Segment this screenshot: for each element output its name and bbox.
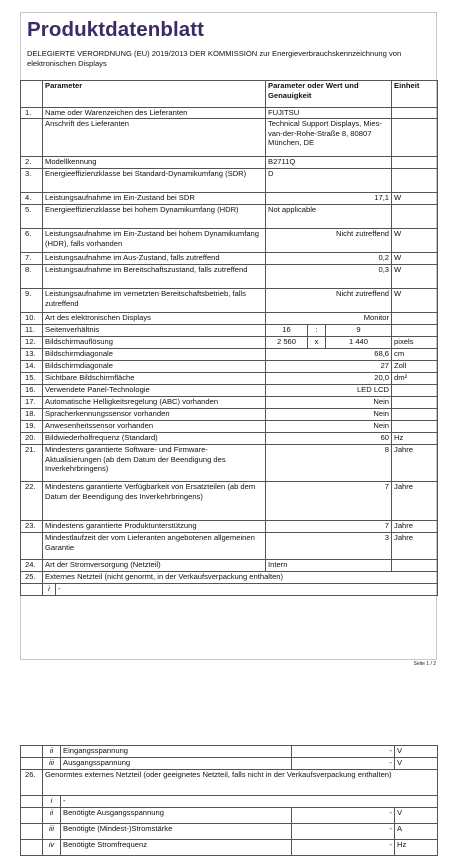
table-row: 3. Energieeffizienzklasse bei Standard-Dynamikumfang (SDR) D [21,169,438,193]
table-row: 19. Anwesenheitssensor vorhanden Nein [21,421,438,433]
table-row: 7. Leistungsaufnahme im Aus-Zustand, falls zutreffend 0,2 W [21,253,438,265]
table-row: 8. Leistungsaufnahme im Bereitschaftszustand, falls zutreffend 0,3 W [21,265,438,289]
table-row: Mindestlaufzeit der vom Lieferanten angebotenen allgemeinen Garantie 3 Jahre [21,533,438,560]
table-row: 6. Leistungsaufnahme im Ein-Zustand bei hohem Dynamikumfang (HDR), falls vorhanden Nicht zutreffend W [21,229,438,253]
table-row: 24. Art der Stromversorgung (Netzteil) Intern [21,560,438,572]
table-row: 23. Mindestens garantierte Produktunterstützung 7 Jahre [21,521,438,533]
table-row: iv Benötigte Stromfrequenz - Hz [21,840,438,856]
table-row: 14. Bildschirmdiagonale 27 Zoll [21,361,438,373]
table-row: 17. Automatische Helligkeitsregelung (ABC) vorhanden Nein [21,397,438,409]
table-row: 20. Bildwiederholfrequenz (Standard) 60 Hz [21,433,438,445]
table-row: iii Ausgangsspannung - V [21,758,438,770]
table-row: Anschrift des Lieferanten Technical Support Displays, Mies-van-der-Rohe-Straße 8, 80807 München, DE [21,119,438,157]
table-row: 9. Leistungsaufnahme im vernetzten Bereitschaftsbetrieb, falls zutreffend Nicht zutreffend W [21,289,438,313]
table-row: 15. Sichtbare Bildschirmfläche 20,0 dm² [21,373,438,385]
table-row: 4. Leistungsaufnahme im Ein-Zustand bei SDR 17,1 W [21,193,438,205]
header-param: Parameter [43,81,266,108]
table-row: 11. Seitenverhältnis 16 : 9 [21,325,438,337]
table-row: ii Benötigte Ausgangsspannung - V [21,808,438,824]
product-data-table-continued [20,745,438,856]
table-row: 22. Mindestens garantierte Verfügbarkeit von Ersatzteilen (ab dem Datum der Beendigung des Inverkehrbringens) 7 Jahre [21,482,438,521]
table-row: 18. Spracherkennungssensor vorhanden Nein [21,409,438,421]
table-row: 16. Verwendete Panel-Technologie LED LCD [21,385,438,397]
table-row: i - [21,584,438,596]
product-data-table [20,80,438,596]
table-row: 12. Bildschirmauflösung 2 560 x 1 440 pixels [21,337,438,349]
table-row: iii Benötigte (Mindest-)Stromstärke - A [21,824,438,840]
page-number: Seite 1 / 2 [413,661,436,667]
table-row: 25. Externes Netzteil (nicht genormt, in der Verkaufsverpackung enthalten) [21,572,438,584]
regulation-subtitle: DELEGIERTE VERORDNUNG (EU) 2019/2013 DER KOMMISSION zur Energieverbrauchskennzeichnung von elektronischen Displays [27,49,402,68]
page-title: Produktdatenblatt [27,18,205,41]
table-row: 26. Genormtes externes Netzteil (oder geeignetes Netzteil, falls nicht in der Verkaufsverpackung enthalten) [21,770,438,796]
table-row: i - [21,796,438,808]
table-row: ii Eingangsspannung - V [21,746,438,758]
table-row: 2. Modellkennung B2711Q [21,157,438,169]
table-header [21,81,438,108]
table-row: 1. Name oder Warenzeichen des Lieferanten FUJITSU [21,108,438,119]
table-row: 10. Art des elektronischen Displays Monitor [21,313,438,325]
table-row: 13. Bildschirmdiagonale 68,6 cm [21,349,438,361]
header-value: Parameter oder Wert und Genauigkeit [266,81,392,108]
table-row: 21. Mindestens garantierte Software- und Firmware-Aktualisierungen (ab dem Datum der Beendigung des Inverkehrbringens) 8 Jahre [21,445,438,482]
header-unit: Einheit [392,81,438,108]
table-row: 5. Energieeffizienzklasse bei hohem Dynamikumfang (HDR) Not applicable [21,205,438,229]
